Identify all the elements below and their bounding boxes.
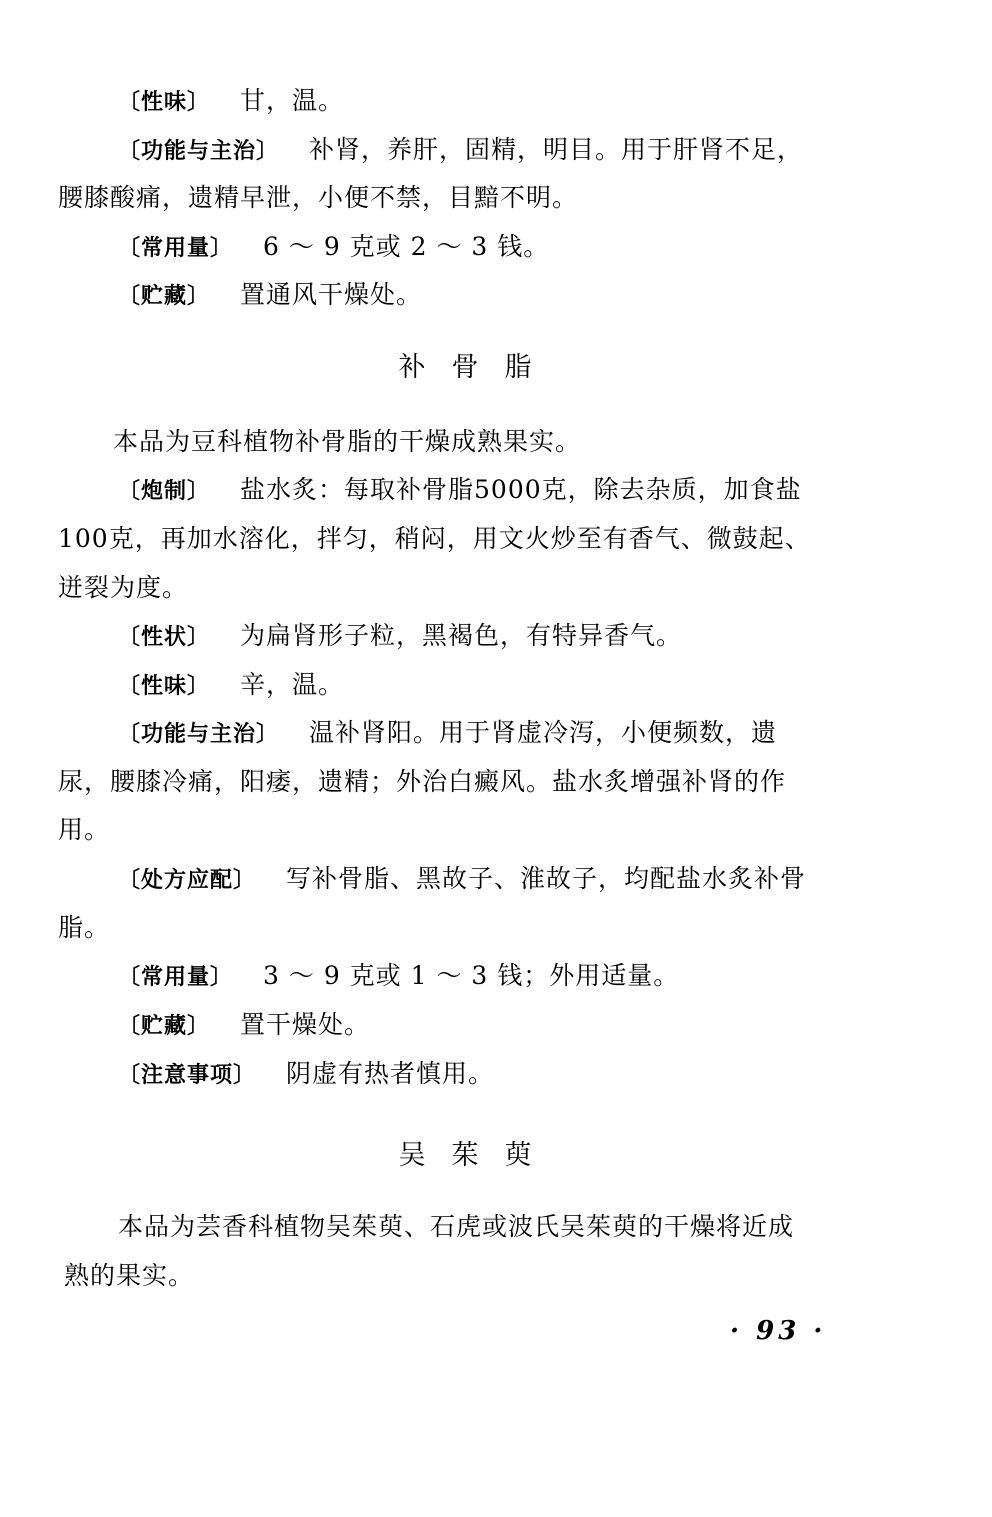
caution-row bbox=[118, 1057, 494, 1093]
storage-text: 置通风干燥处。 bbox=[240, 280, 423, 309]
dosage-row bbox=[118, 230, 549, 266]
character-text: 为扁肾形子粒，黑褐色，有特异香气。 bbox=[240, 621, 683, 650]
storage-label: 〔贮藏〕 bbox=[118, 1014, 211, 1039]
processing-label: 〔炮制〕 bbox=[118, 479, 211, 504]
prescription-row bbox=[118, 862, 806, 898]
taste-text: 辛，温。 bbox=[240, 670, 345, 699]
taste-row bbox=[118, 84, 344, 120]
caution-label: 〔注意事项〕 bbox=[118, 1063, 257, 1088]
processing-continuation: 迸裂为度。 bbox=[58, 573, 189, 602]
dosage-row bbox=[118, 959, 679, 995]
function-continuation: 腰膝酸痛，遗精早泄，小便不禁，目黯不明。 bbox=[58, 183, 579, 212]
taste-label: 〔性味〕 bbox=[118, 674, 211, 699]
storage-row bbox=[118, 1008, 370, 1044]
dosage-label: 〔常用量〕 bbox=[118, 236, 234, 261]
prescription-label: 〔处方应配〕 bbox=[118, 868, 257, 893]
prescription-continuation: 脂。 bbox=[58, 913, 111, 942]
function-label: 〔功能与主治〕 bbox=[118, 139, 280, 164]
function-label: 〔功能与主治〕 bbox=[118, 722, 280, 747]
prescription-text: 写补骨脂、黑故子、淮故子，均配盐水炙补骨 bbox=[286, 864, 807, 893]
function-text: 温补肾阳。用于肾虚冷泻，小便频数，遗 bbox=[309, 718, 778, 747]
taste-row bbox=[118, 668, 344, 704]
intro-text: 本品为芸香科植物吴茱萸、石虎或波氏吴茱萸的干燥将近成 bbox=[118, 1212, 795, 1241]
intro-text: 本品为豆科植物补骨脂的干燥成熟果实。 bbox=[113, 427, 582, 456]
storage-row bbox=[118, 278, 422, 314]
character-label: 〔性状〕 bbox=[118, 625, 211, 650]
dosage-text: 6 ～ 9 克或 2 ～ 3 钱。 bbox=[263, 232, 550, 261]
processing-text: 盐水炙：每取补骨脂5000克，除去杂质，加食盐 bbox=[240, 475, 802, 504]
section-title: 吴茱萸 bbox=[398, 1140, 558, 1171]
intro-continuation: 熟的果实。 bbox=[64, 1261, 195, 1290]
function-row bbox=[118, 133, 803, 169]
storage-text: 置干燥处。 bbox=[240, 1010, 371, 1039]
processing-row bbox=[118, 473, 802, 509]
function-text: 补肾，养肝，固精，明目。用于肝肾不足， bbox=[309, 135, 804, 164]
taste-text: 甘，温。 bbox=[240, 86, 345, 115]
character-row bbox=[118, 619, 682, 655]
taste-label: 〔性味〕 bbox=[118, 90, 211, 115]
dosage-label: 〔常用量〕 bbox=[118, 965, 234, 990]
caution-text: 阴虚有热者慎用。 bbox=[286, 1059, 495, 1088]
processing-continuation: 100克，再加水溶化，拌匀，稍闷，用文火炒至有香气、微鼓起、 bbox=[58, 524, 811, 553]
dosage-text: 3 ～ 9 克或 1 ～ 3 钱；外用适量。 bbox=[263, 961, 680, 990]
storage-label: 〔贮藏〕 bbox=[118, 284, 211, 309]
function-continuation: 尿，腰膝冷痛，阳痿，遗精；外治白癜风。盐水炙增强补肾的作 bbox=[58, 767, 787, 796]
function-continuation: 用。 bbox=[58, 815, 111, 844]
page-number: · 93 · bbox=[730, 1316, 827, 1346]
section-title: 补骨脂 bbox=[398, 352, 558, 383]
function-row bbox=[118, 716, 777, 752]
